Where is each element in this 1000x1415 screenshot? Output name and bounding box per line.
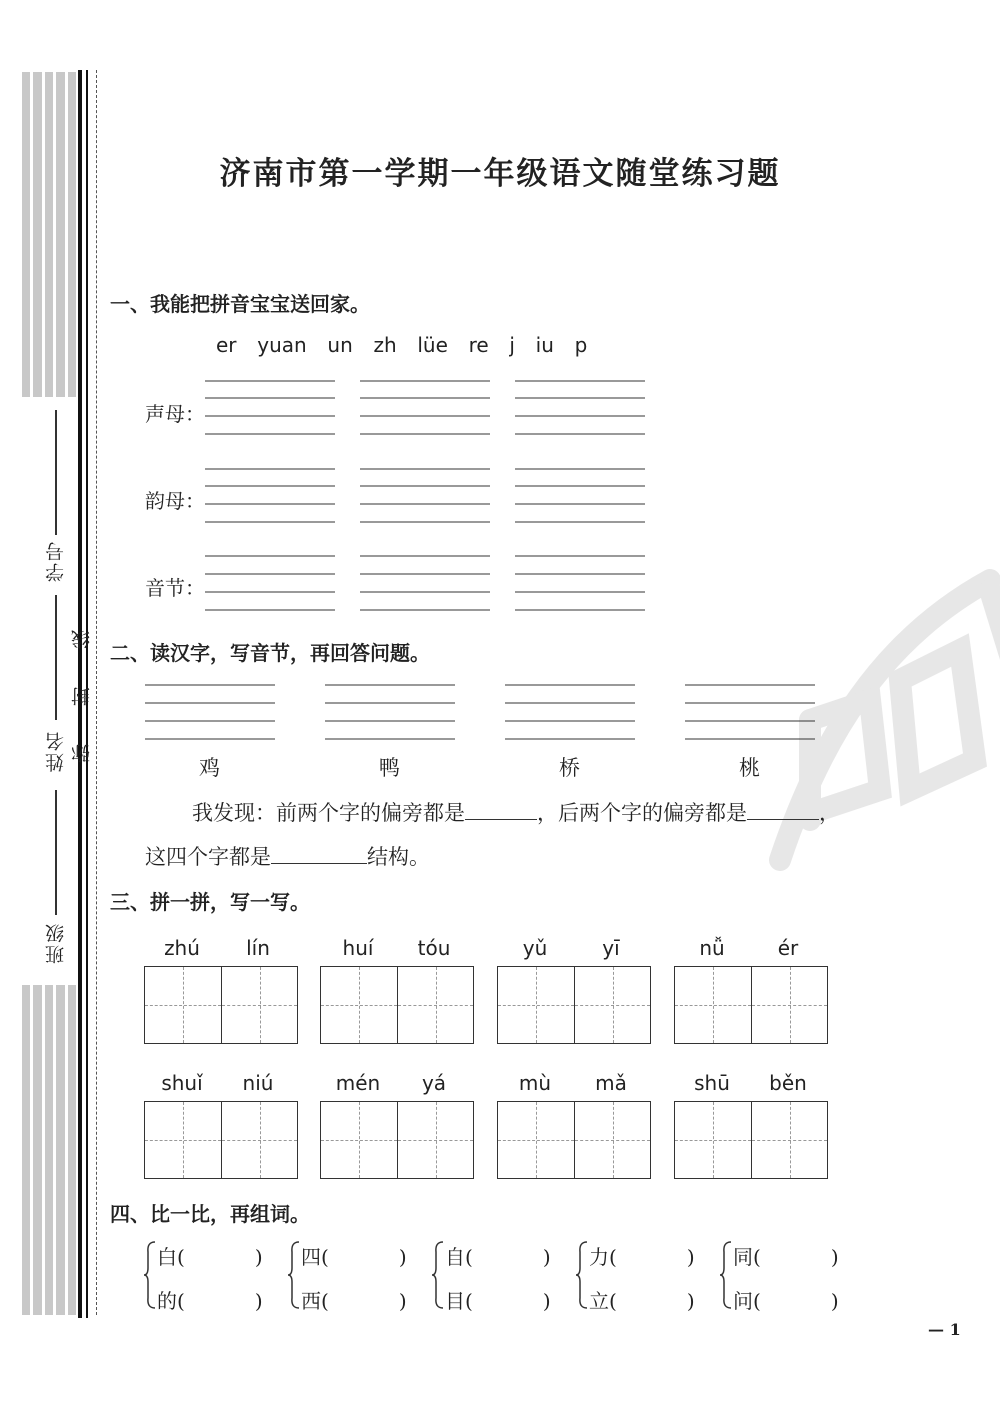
pinyin-syllable: shū (694, 1071, 730, 1095)
paren-close: ) (542, 1245, 551, 1269)
sentence2-part-a: 这四个字都是 (145, 845, 271, 869)
compare-row (157, 1241, 263, 1270)
pinyin-syllable: mén (335, 1071, 381, 1095)
label-yinjie: 音节： (145, 576, 205, 600)
seal-word-1: 弥 (71, 742, 93, 763)
paren-open: ( (465, 1289, 473, 1313)
pinyin-pair (320, 936, 472, 960)
paren-close: ) (398, 1289, 407, 1313)
writing-box-pair[interactable] (674, 966, 828, 1044)
section1-heading: 一、我能把拼音宝宝送回家。 (110, 292, 370, 316)
seal-word-3: 线 (71, 628, 93, 649)
section1-pinyin: er yuan un zh lüe re j iu p (216, 333, 588, 357)
name-label: 姓名 (45, 730, 67, 772)
radical-blank-1[interactable] (465, 801, 537, 820)
char-tao: 桃 (739, 756, 760, 780)
paren-open: ( (177, 1245, 185, 1269)
pinyin-pair (674, 936, 826, 960)
compare-row (589, 1241, 695, 1270)
section2-sentence1 (192, 797, 840, 827)
pinyin-syllable: ér (777, 936, 799, 960)
name-blank (55, 595, 57, 720)
paren-open: ( (609, 1245, 617, 1269)
paren-close: ) (254, 1289, 263, 1313)
paren-open: ( (753, 1245, 761, 1269)
compare-row (445, 1241, 551, 1270)
label-shengmu: 声母： (145, 402, 205, 426)
compare-char: 的 (157, 1289, 177, 1313)
paren-open: ( (609, 1289, 617, 1313)
page-title: 济南市第一学期一年级语文随堂练习题 (219, 156, 781, 192)
char-qiao: 桥 (559, 756, 580, 780)
compare-char: 自 (445, 1245, 465, 1269)
writing-box-pair[interactable] (320, 966, 474, 1044)
radical-blank-2[interactable] (747, 801, 819, 820)
compare-row (733, 1241, 839, 1270)
pinyin-syllable: zhú (164, 936, 200, 960)
section1-writing-lines (200, 370, 650, 620)
paren-open: ( (465, 1245, 473, 1269)
paren-open: ( (177, 1289, 185, 1313)
class-label: 班级 (45, 922, 67, 964)
writing-box-pair[interactable] (674, 1101, 828, 1179)
pinyin-syllable: běn (769, 1071, 807, 1095)
id-blank (55, 410, 57, 535)
writing-box-pair[interactable] (144, 966, 298, 1044)
section2-writing-lines (140, 676, 830, 748)
paren-close: ) (398, 1245, 407, 1269)
binding-stripes-bottom (22, 985, 76, 1315)
section2-heading: 二、读汉字，写音节，再回答问题。 (110, 641, 430, 665)
paren-open: ( (321, 1245, 329, 1269)
brace (431, 1240, 445, 1310)
writing-box-pair[interactable] (497, 1101, 651, 1179)
pinyin-syllable: yī (602, 936, 620, 960)
section2-sentence2 (145, 841, 430, 871)
compare-row (301, 1285, 407, 1314)
pinyin-pair (497, 936, 649, 960)
compare-char: 目 (445, 1289, 465, 1313)
compare-char: 西 (301, 1289, 321, 1313)
sentence1-part-a: 我发现：前两个字的偏旁都是 (192, 801, 465, 825)
writing-box-pair[interactable] (320, 1101, 474, 1179)
pinyin-syllable: huí (342, 936, 374, 960)
compare-row (733, 1285, 839, 1314)
paren-close: ) (830, 1289, 839, 1313)
paren-open: ( (753, 1289, 761, 1313)
paren-open: ( (321, 1289, 329, 1313)
compare-row (445, 1285, 551, 1314)
paren-close: ) (830, 1245, 839, 1269)
brace (287, 1240, 301, 1310)
compare-char: 力 (589, 1245, 609, 1269)
section3-heading: 三、拼一拼，写一写。 (110, 890, 310, 914)
structure-blank[interactable] (271, 845, 367, 864)
compare-row (589, 1285, 695, 1314)
sentence1-part-c: ， (819, 801, 840, 825)
sentence1-part-b: ，后两个字的偏旁都是 (537, 801, 747, 825)
brace (575, 1240, 589, 1310)
compare-row (301, 1241, 407, 1270)
compare-char: 同 (733, 1245, 753, 1269)
class-blank (55, 790, 57, 915)
paren-close: ) (686, 1245, 695, 1269)
pinyin-syllable: shuǐ (161, 1071, 203, 1095)
char-ya: 鸭 (379, 756, 400, 780)
pinyin-syllable: mǎ (595, 1071, 627, 1095)
paren-close: ) (686, 1289, 695, 1313)
section4-heading: 四、比一比，再组词。 (110, 1202, 310, 1226)
paren-close: ) (542, 1289, 551, 1313)
char-ji: 鸡 (199, 756, 220, 780)
pinyin-syllable: nǚ (699, 936, 725, 960)
compare-char: 四 (301, 1245, 321, 1269)
pinyin-syllable: lín (246, 936, 270, 960)
pinyin-pair (674, 1071, 826, 1095)
writing-box-pair[interactable] (497, 966, 651, 1044)
writing-box-pair[interactable] (144, 1101, 298, 1179)
pinyin-syllable: tóu (417, 936, 451, 960)
pinyin-pair (320, 1071, 472, 1095)
pinyin-pair (144, 1071, 296, 1095)
id-label: 学号 (45, 540, 67, 582)
cut-line (96, 70, 97, 1315)
seal-word-2: 封 (71, 685, 93, 706)
brace (143, 1240, 157, 1310)
pinyin-syllable: yá (421, 1071, 447, 1095)
pinyin-syllable: niú (242, 1071, 274, 1095)
pinyin-pair (497, 1071, 649, 1095)
binding-stripes-top (22, 72, 76, 397)
label-yunmu: 韵母： (145, 489, 205, 513)
compare-char: 白 (157, 1245, 177, 1269)
pinyin-pair (144, 936, 296, 960)
brace (719, 1240, 733, 1310)
compare-row (157, 1285, 263, 1314)
pinyin-syllable: yǔ (522, 936, 548, 960)
sentence2-part-b: 结构。 (367, 845, 430, 869)
paren-close: ) (254, 1245, 263, 1269)
pinyin-syllable: mù (518, 1071, 552, 1095)
page-number: — 1 (928, 1320, 961, 1339)
compare-char: 立 (589, 1289, 609, 1313)
compare-char: 问 (733, 1289, 753, 1313)
